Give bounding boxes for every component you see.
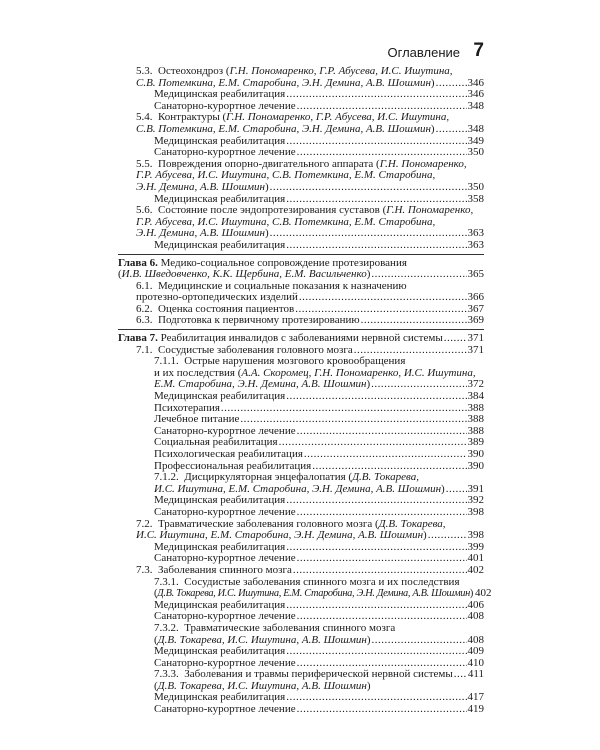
toc-page-number: 401: [467, 552, 484, 565]
toc-title: 7.1.2. Дисциркуляторная энцефалопатия (: [154, 471, 353, 484]
toc-page-number: 406: [467, 598, 484, 611]
toc-title: 6.1. Медицинские и социальные показания к назначению: [136, 279, 407, 292]
toc-title: (: [154, 588, 158, 600]
toc-title: Лечебное питание: [154, 413, 240, 426]
toc-title: 6.3. Подготовка к первичному протезированию: [136, 314, 360, 327]
toc-authors: С.В. Потемкина, Е.М. Старобина, Э.Н. Демина, А.В. Шошмин: [136, 122, 431, 135]
toc-authors: Д.В. Токарева, И.С. Ишутина, А.В. Шошмин: [157, 679, 367, 692]
chapter-label: Глава 6.: [118, 256, 158, 269]
toc-page-number: 411: [467, 668, 484, 681]
dot-leader: [297, 553, 467, 565]
toc-title: Санаторно-курортное лечение: [154, 424, 296, 437]
toc-page-number: 388: [467, 413, 484, 426]
toc-title: Санаторно-курортное лечение: [154, 610, 296, 623]
toc-title: ): [430, 76, 435, 89]
dot-leader: [304, 449, 467, 461]
dot-leader: [436, 124, 467, 136]
toc-title: Профессиональная реабилитация: [154, 459, 312, 472]
toc-title: ): [366, 268, 371, 281]
dot-leader: [286, 136, 466, 148]
toc-title: Медицинская реабилитация: [154, 540, 286, 553]
toc-page-number: 371: [467, 332, 484, 345]
toc-authors: И.С. Ишутина, Е.М. Старобина, Э.Н. Демина, А.В. Шошмин: [154, 482, 442, 495]
toc-title: Медицинская реабилитация: [154, 691, 286, 704]
toc-line[interactable]: [118, 240, 484, 252]
toc-page-number: 419: [467, 703, 484, 716]
toc-title: Медицинская реабилитация: [154, 645, 286, 658]
running-title: Оглавление: [387, 45, 460, 60]
toc-title: и их последствия (: [154, 366, 242, 379]
toc-page-number: 391: [467, 482, 484, 495]
toc-title: 7.3.3. Заболевания и травмы периферической нервной системы: [154, 668, 453, 681]
toc-entry-text: [154, 704, 296, 716]
toc-page-number: 392: [467, 494, 484, 507]
toc-page-number: 409: [467, 645, 484, 658]
toc-page-number: 390: [467, 459, 484, 472]
toc-title: Социальная реабилитация: [154, 436, 278, 449]
toc-title: 5.6. Состояние после эндопротезирования суставов (: [136, 204, 387, 217]
dot-leader: [446, 484, 467, 496]
toc-line[interactable]: [118, 577, 484, 589]
toc-authors: Г.Р. Абусева, И.С. Ишутина, С.В. Потемкина, Е.М. Старобина,: [136, 215, 436, 228]
toc-page-number: 389: [467, 436, 484, 449]
dot-leader: [361, 315, 467, 327]
toc-authors: Е.М. Старобина, Э.Н. Демина, А.В. Шошмин: [154, 378, 367, 391]
toc-page-number: 372: [467, 378, 484, 391]
toc-page-number: 371: [467, 343, 484, 356]
toc-title: Медицинская реабилитация: [154, 88, 286, 101]
toc-title: 7.3.1. Сосудистые заболевания спинного мозга и их последствия: [154, 575, 460, 588]
toc-title: 5.4. Контрактуры (: [136, 111, 227, 124]
toc-title: 7.3. Заболевания спинного мозга: [136, 563, 292, 576]
toc-title: 7.1. Сосудистые заболевания головного мозга: [136, 343, 353, 356]
toc-title: Медицинская реабилитация: [154, 494, 286, 507]
toc-page-number: 346: [467, 88, 484, 101]
toc-page-number: 398: [467, 505, 484, 518]
toc-page-number: 408: [467, 610, 484, 623]
toc-title: Медицинская реабилитация: [154, 598, 286, 611]
toc-title: (: [154, 633, 158, 646]
toc-page-number: 350: [467, 146, 484, 159]
dot-leader: [372, 635, 467, 647]
toc-title: (: [154, 679, 158, 692]
dot-leader: [286, 391, 466, 403]
toc-authors: С.В. Потемкина, Е.М. Старобина, Э.Н. Демина, А.В. Шошмин: [136, 76, 431, 89]
dot-leader: [270, 182, 467, 194]
toc-title: протезно-ортопедических изделий: [136, 291, 298, 304]
toc-title: ): [469, 588, 474, 600]
toc-page-number: 390: [467, 448, 484, 460]
toc-title: (: [118, 268, 122, 281]
toc-authors: Г.Н. Пономаренко,: [379, 157, 467, 170]
toc-title: ): [366, 378, 371, 391]
toc-title: Санаторно-курортное лечение: [154, 99, 296, 112]
toc-page-number: 369: [467, 314, 484, 327]
toc-line[interactable]: [118, 704, 484, 716]
toc-title: Медико-социальное сопровождение протезирования: [157, 256, 407, 269]
toc-title: ): [264, 227, 269, 240]
toc-title: ): [430, 122, 435, 135]
section-divider: [118, 329, 484, 330]
toc-page-number: 366: [467, 291, 484, 304]
toc-page-number: 358: [467, 192, 484, 205]
running-header: [118, 40, 484, 64]
toc-page-number: 410: [467, 656, 484, 669]
toc-authors: Д.В. Токарева, И.С. Ишутина, А.В. Шошмин: [157, 633, 367, 646]
dot-leader: [286, 89, 466, 101]
dot-leader: [371, 379, 466, 391]
toc-title: ): [264, 180, 269, 193]
toc-title: Психотерапия: [154, 401, 220, 414]
toc-authors: Д.В. Токарева,: [378, 517, 446, 530]
toc-entry-text: [136, 315, 360, 327]
toc-title: Медицинская реабилитация: [154, 390, 286, 403]
toc-line[interactable]: [118, 315, 484, 327]
toc-entry-text: [154, 577, 460, 589]
toc-title: 7.3.2. Травматические заболевания спинного мозга: [154, 621, 396, 634]
toc-title: 6.2. Оценка состояния пациентов: [136, 302, 295, 315]
toc-title: Медицинская реабилитация: [154, 238, 286, 251]
toc-title: Санаторно-курортное лечение: [154, 505, 296, 518]
toc-page-number: 408: [467, 633, 484, 646]
toc-page-number: 349: [467, 134, 484, 147]
dot-leader: [299, 292, 467, 304]
toc-page-number: 384: [467, 390, 484, 403]
toc-title: ): [366, 679, 371, 692]
toc-page-number: 388: [467, 424, 484, 437]
toc-page-number: 348: [467, 122, 484, 135]
toc-title: Реабилитация инвалидов с заболеваниями нервной системы: [157, 332, 443, 345]
toc-title: 5.5. Повреждения опорно-двигательного аппарата (: [136, 157, 380, 170]
toc-title: 5.3. Остеохондроз (: [136, 65, 230, 77]
toc-page-number: 363: [467, 238, 484, 251]
toc-authors: Г.Н. Пономаренко, Г.Р. Абусева, И.С. Ишутина,: [226, 111, 450, 124]
toc-title: ): [441, 482, 445, 495]
toc-title: Санаторно-курортное лечение: [154, 146, 296, 159]
chapter-label: Глава 7.: [118, 332, 158, 345]
toc-title: Психологическая реабилитация: [154, 448, 303, 460]
toc-page-number: 402: [475, 587, 492, 600]
toc-title: Медицинская реабилитация: [154, 134, 286, 147]
dot-leader: [221, 403, 467, 415]
dot-leader: [286, 495, 466, 507]
toc-authors: И.С. Ишутина, Е.М. Старобина, Э.Н. Демина, А.В. Шошмин: [136, 529, 424, 542]
toc-title: ): [366, 633, 371, 646]
dot-leader: [286, 692, 466, 704]
toc-page-number: 399: [467, 540, 484, 553]
toc-authors: Г.Н. Пономаренко, Г.Р. Абусева, И.С. Ишутина,: [229, 65, 453, 77]
toc-title: Санаторно-курортное лечение: [154, 552, 296, 565]
toc-title: 7.1.1. Острые нарушения мозгового кровообращения: [154, 355, 406, 368]
toc-page-number: 388: [467, 401, 484, 414]
dot-leader: [428, 530, 467, 542]
toc-title: Санаторно-курортное лечение: [154, 656, 296, 669]
dot-leader: [436, 78, 467, 90]
toc-page-number: 346: [467, 76, 484, 89]
toc-page-number: 398: [467, 529, 484, 542]
toc-authors: Д.В. Токарева,: [352, 471, 419, 484]
toc-authors: Э.Н. Демина, А.В. Шошмин: [136, 227, 265, 240]
toc-page-number: 363: [467, 227, 484, 240]
dot-leader: [270, 228, 467, 240]
toc-page-number: 348: [467, 99, 484, 112]
toc-page-number: 350: [467, 180, 484, 193]
toc-page-number: 417: [467, 691, 484, 704]
toc-page-number: 402: [467, 563, 484, 576]
toc-authors: Г.Р. Абусева, И.С. Ишутина, С.В. Потемкина, Е.М. Старобина,: [136, 169, 436, 182]
toc-page-number: 367: [467, 302, 484, 315]
dot-leader: [286, 600, 466, 612]
toc-authors: Д.В. Токарева, И.С. Ишутина, Е.М. Старобина, Э.Н. Демина, А.В. Шошмин: [157, 588, 470, 600]
toc-title: 7.2. Травматические заболевания головного мозга (: [136, 517, 379, 530]
toc-title: Медицинская реабилитация: [154, 192, 286, 205]
toc-entry-text: [154, 240, 285, 252]
toc-title: Санаторно-курортное лечение: [154, 703, 296, 716]
toc-page-number: 365: [467, 268, 484, 281]
toc-authors: Г.Н. Пономаренко,: [386, 204, 474, 217]
dot-leader: [297, 704, 467, 716]
dot-leader: [454, 669, 467, 681]
dot-leader: [297, 426, 467, 438]
toc-authors: И.В. Шведовченко, К.К. Щербина, Е.М. Васильченко: [121, 268, 367, 281]
dot-leader: [286, 240, 466, 252]
dot-leader: [444, 333, 467, 345]
section-divider: [118, 254, 484, 255]
dot-leader: [286, 646, 466, 658]
toc-authors: А.А. Скоромец, Г.Н. Пономаренко, И.С. Ишутина,: [241, 366, 476, 379]
table-of-contents: [118, 65, 492, 716]
page-number: 7: [473, 40, 484, 61]
toc-title: ): [423, 529, 427, 542]
dot-leader: [279, 437, 467, 449]
toc-authors: Э.Н. Демина, А.В. Шошмин: [136, 180, 265, 193]
dot-leader: [286, 542, 466, 554]
